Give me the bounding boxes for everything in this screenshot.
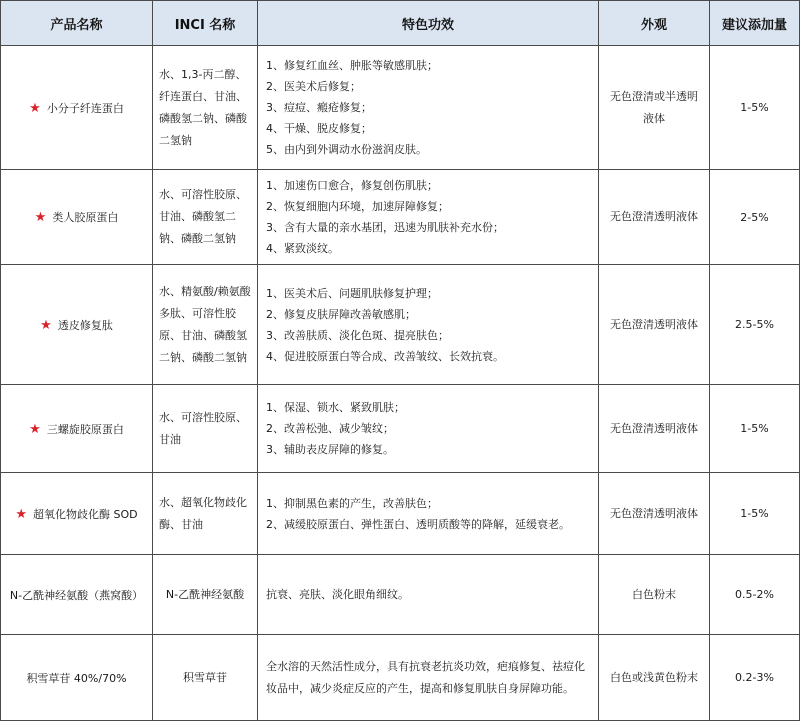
features-cell [258, 265, 599, 385]
dosage: 0.2-3% [710, 635, 800, 721]
star-icon: ★ [29, 100, 41, 116]
inci-name: 水、精氨酸/赖氨酸多肽、可溶性胶原、甘油、磷酸氢二钠、磷酸二氢钠 [153, 265, 258, 385]
star-icon: ★ [15, 506, 28, 522]
feature-paragraph: 全水溶的天然活性成分，具有抗衰老抗炎功效，疤痕修复、祛痘化妆品中，减少炎症反应的产生，提高和修复肌肤自身屏障功能。 [266, 659, 585, 695]
product-name-cell [1, 635, 153, 721]
table-row [1, 170, 800, 265]
star-icon: ★ [29, 421, 41, 437]
table-row [1, 265, 800, 385]
inci-name: 积雪草苷 [153, 635, 258, 721]
product-name-cell [1, 46, 153, 170]
feature-line: 1、医美术后、问题肌肤修复护理； [266, 286, 438, 300]
product-name: 小分子纤连蛋白 [46, 101, 124, 115]
header-dosage: 建议添加量 [710, 1, 800, 46]
inci-name: 水、1,3-丙二醇、纤连蛋白、甘油、磷酸氢二钠、磷酸二氢钠 [153, 46, 258, 170]
feature-line: 3、辅助表皮屏障的修复。 [266, 443, 394, 456]
product-name: 积雪草苷 40%/70% [26, 671, 127, 685]
dosage: 0.5-2% [710, 555, 800, 635]
star-icon: ★ [34, 210, 47, 225]
appearance: 无色澄清透明液体 [599, 265, 710, 385]
feature-line: 1、抑制黑色素的产生，改善肤色； [266, 496, 438, 510]
header-row [1, 1, 800, 46]
feature-line: 2、改善松弛、减少皱纹； [266, 422, 394, 435]
features-cell [258, 635, 599, 721]
header-appearance: 外观 [599, 1, 710, 46]
dosage: 1-5% [710, 46, 800, 170]
appearance: 无色澄清透明液体 [599, 385, 710, 473]
dosage: 2-5% [710, 170, 800, 265]
feature-line: 1、保湿、锁水、紧致肌肤； [266, 401, 405, 414]
table-row [1, 46, 800, 170]
appearance: 白色或浅黄色粉末 [599, 635, 710, 721]
feature-line: 1、加速伤口愈合，修复创伤肌肤； [266, 179, 438, 192]
product-name: 类人胶原蛋白 [52, 211, 119, 224]
product-name: 透皮修复肽 [57, 318, 113, 332]
features-cell [258, 46, 599, 170]
product-name-cell [1, 555, 153, 635]
table-row [1, 555, 800, 635]
product-name-cell [1, 265, 153, 385]
appearance: 无色澄清透明液体 [599, 473, 710, 555]
product-name: 三螺旋胶原蛋白 [46, 422, 124, 436]
appearance: 白色粉末 [599, 555, 710, 635]
features-cell [258, 385, 599, 473]
appearance: 无色澄清或半透明液体 [599, 46, 710, 170]
feature-line: 4、干燥、脱皮修复； [266, 122, 372, 135]
dosage: 1-5% [710, 385, 800, 473]
header-features: 特色功效 [258, 1, 599, 46]
product-name-cell [1, 473, 153, 555]
feature-line: 2、减缓胶原蛋白、弹性蛋白、透明质酸等的降解，延缓衰老。 [266, 517, 570, 531]
feature-line: 3、改善肤质、淡化色斑、提亮肤色； [266, 328, 449, 342]
feature-line: 2、恢复细胞内环境，加速屏障修复； [266, 200, 449, 213]
feature-line: 4、紧致淡纹。 [266, 242, 339, 255]
table-row [1, 385, 800, 473]
inci-name: 水、可溶性胶原、甘油 [153, 385, 258, 473]
product-name: 超氧化物歧化酶 SOD [33, 507, 138, 521]
inci-name: 水、可溶性胶原、甘油、磷酸氢二钠、磷酸二氢钠 [153, 170, 258, 265]
table-row [1, 473, 800, 555]
inci-name: 水、超氧化物歧化酶、甘油 [153, 473, 258, 555]
product-name-cell [1, 385, 153, 473]
star-icon: ★ [40, 317, 52, 333]
feature-line: 1、修复红血丝、肿胀等敏感肌肤； [266, 59, 438, 72]
feature-line: 3、痘痘、瘢疮修复； [266, 101, 372, 114]
feature-line: 5、由内到外调动水份滋润皮肤。 [266, 143, 427, 156]
appearance: 无色澄清透明液体 [599, 170, 710, 265]
header-product: 产品名称 [1, 1, 153, 46]
features-cell [258, 555, 599, 635]
product-name: N-乙酰神经氨酸（燕窝酸） [9, 588, 144, 602]
dosage: 1-5% [710, 473, 800, 555]
features-cell [258, 170, 599, 265]
feature-line: 2、修复皮肤屏障改善敏感肌； [266, 307, 416, 321]
table-row [1, 635, 800, 721]
feature-line: 3、含有大量的亲水基团，迅速为肌肤补充水份； [266, 221, 504, 234]
feature-line: 2、医美术后修复； [266, 80, 361, 93]
header-inci: INCI 名称 [153, 1, 258, 46]
product-name-cell [1, 170, 153, 265]
dosage: 2.5-5% [710, 265, 800, 385]
features-cell [258, 473, 599, 555]
feature-line: 4、促进胶原蛋白等合成、改善皱纹、长效抗衰。 [266, 349, 504, 363]
feature-line: 抗衰、亮肤、淡化眼角细纹。 [266, 588, 409, 601]
inci-name: N-乙酰神经氨酸 [153, 555, 258, 635]
